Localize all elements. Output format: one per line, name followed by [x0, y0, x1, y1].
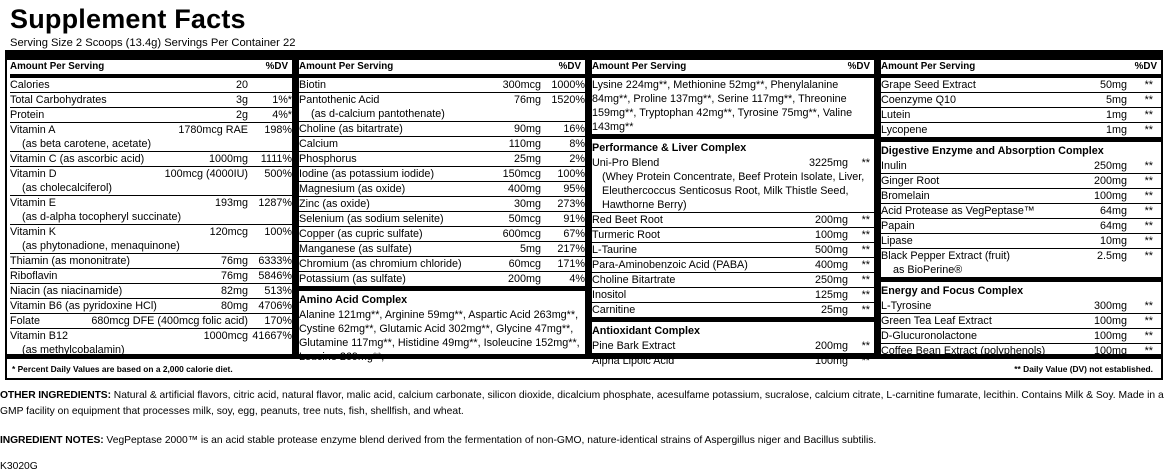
row-vitamin-b12: Vitamin B12 1000mcg 41667% — [10, 330, 292, 342]
row-iodine: Iodine (as potassium iodide) 150mcg 100% — [299, 168, 585, 180]
footnote-dv-not-established: ** Daily Value (DV) not established. — [1014, 364, 1153, 374]
row-zinc: Zinc (as oxide) 30mg 273% — [299, 198, 585, 210]
column-divider — [874, 60, 881, 358]
row-paba: Para-Aminobenzoic Acid (PABA) 400mg ** — [592, 258, 874, 273]
row-potassium: Potassium (as sulfate) 200mg 4% — [299, 272, 585, 291]
row-alpha-lipoic-acid: Alpha Lipoic Acid 100mg ** — [592, 355, 870, 367]
row-grape-seed-extract: Grape Seed Extract 50mg ** — [881, 78, 1161, 93]
row-uni-pro-blend: Uni-Pro Blend 3225mg ** — [592, 157, 870, 169]
amino-acid-complex-text: Alanine 121mg**, Arginine 59mg**, Aspartic Acid 263mg**, Cystine 62mg**, Glutamic Acid 302mg**, Glycine 47mg**, Glutamine 117mg**, Histidine 49mg**, Isoleucine 152mg**, Leucine 269mg**, — [299, 309, 580, 363]
footnote-percent-daily-values: * Percent Daily Values are based on a 2,000 calorie diet. — [12, 364, 233, 374]
column-divider — [585, 60, 592, 358]
column-divider — [292, 60, 299, 358]
row-manganese: Manganese (as sulfate) 5mg 217% — [299, 243, 585, 255]
row-vitamin-b6: Vitamin B6 (as pyridoxine HCl) 80mg 4706% — [10, 300, 292, 312]
row-niacin: Niacin (as niacinamide) 82mg 513% — [10, 285, 292, 297]
row-vitamin-d: Vitamin D 100mcg (4000IU) 500% — [10, 168, 292, 180]
top-rule — [7, 52, 1161, 60]
row-vitamin-k: Vitamin K 120mcg 100% — [10, 226, 292, 238]
row-lipase: Lipase 10mg ** — [881, 234, 1161, 249]
row-acid-protease: Acid Protease as VegPeptase™ 64mg ** — [881, 204, 1161, 219]
row-inositol: Inositol 125mg ** — [592, 288, 874, 303]
row-vitamin-a: Vitamin A 1780mcg RAE 198% — [10, 124, 292, 136]
row-vitamin-b12-sub: (as methylcobalamin) — [22, 344, 125, 356]
amino-acid-continued-text: Lysine 224mg**, Methionine 52mg**, Phenylalanine 84mg**, Proline 137mg**, Serine 117mg**, Threonine 159mg**, Tryptophan 42mg**, Tyrosine 75mg**, Valine 143mg** — [592, 78, 874, 139]
column-header: Amount Per Serving %DV — [299, 60, 585, 75]
row-pantothenic-acid-sub: (as d-calcium pantothenate) — [299, 107, 585, 122]
column-vitamins — [10, 60, 292, 358]
antioxidant-complex-heading: Antioxidant Complex — [592, 325, 700, 337]
other-ingredients-label: OTHER INGREDIENTS: — [0, 390, 111, 401]
row-copper: Copper (as cupric sulfate) 600mcg 67% — [299, 228, 585, 240]
row-phosphorus: Phosphorus 25mg 2% — [299, 153, 585, 165]
row-thiamin: Thiamin (as mononitrate) 76mg 6333% — [10, 255, 292, 267]
column-header: Amount Per Serving %DV — [592, 60, 874, 75]
row-lycopene: Lycopene 1mg ** — [881, 123, 1161, 142]
column-performance — [592, 60, 874, 367]
row-vitamin-e: Vitamin E 193mg 1287% — [10, 197, 292, 209]
row-ginger-root: Ginger Root 200mg ** — [881, 174, 1161, 189]
row-papain: Papain 64mg ** — [881, 219, 1161, 234]
row-turmeric-root: Turmeric Root 100mg ** — [592, 228, 874, 243]
row-l-taurine: L-Taurine 500mg ** — [592, 243, 874, 258]
row-carnitine: Carnitine 25mg ** — [592, 303, 874, 322]
other-ingredients-text: Natural & artificial flavors, citric acid, natural flavor, malic acid, calcium carbonate, silicon dioxide, dicalcium phosphate, acesulfame potassium, sucralose, calcium citrate, L-carnitine fumarate, lecithin. Contains Milk & Soy. Made in a GMP facility on equipment that processes milk, soy, egg, peanuts, tree nuts, fish, shellfish, and wheat. — [0, 390, 1164, 417]
row-selenium: Selenium (as sodium selenite) 50mcg 91% — [299, 213, 585, 225]
row-l-tyrosine: L-Tyrosine 300mg ** — [881, 299, 1161, 314]
product-code: K3020G — [0, 461, 38, 472]
row-black-pepper-extract: Black Pepper Extract (fruit) 2.5mg ** — [881, 250, 1153, 262]
row-vitamin-a-sub: (as beta carotene, acetate) — [10, 137, 292, 152]
row-coffee-bean-extract: Coffee Bean Extract (polyphenols) 100mg ** — [881, 345, 1153, 357]
row-choline-bitartrate: Choline Bitartrate 250mg ** — [592, 273, 874, 288]
column-header: Amount Per Serving %DV — [881, 60, 1161, 75]
digestive-enzyme-heading: Digestive Enzyme and Absorption Complex — [881, 145, 1104, 157]
row-pine-bark-extract: Pine Bark Extract 200mg ** — [592, 339, 874, 354]
row-total-carbohydrates: Total Carbohydrates 3g 1%* — [10, 94, 292, 106]
row-inulin: Inulin 250mg ** — [881, 159, 1161, 174]
row-calories: Calories 20 — [10, 78, 292, 93]
performance-liver-heading: Performance & Liver Complex — [592, 142, 747, 154]
energy-focus-heading: Energy and Focus Complex — [881, 285, 1024, 297]
supplement-facts-panel — [5, 50, 1163, 380]
row-pantothenic-acid: Pantothenic Acid 76mg 1520% — [299, 94, 585, 106]
row-protein: Protein 2g 4%* — [10, 109, 292, 121]
serving-info: Serving Size 2 Scoops (13.4g) Servings Per Container 22 — [10, 37, 296, 49]
row-biotin: Biotin 300mcg 1000% — [299, 79, 585, 91]
row-riboflavin: Riboflavin 76mg 5846% — [10, 270, 292, 282]
row-d-glucuronolactone: D-Glucuronolactone 100mg ** — [881, 329, 1161, 344]
row-calcium: Calcium 110mg 8% — [299, 138, 585, 150]
row-magnesium: Magnesium (as oxide) 400mg 95% — [299, 183, 585, 195]
footnotes — [7, 354, 1161, 378]
row-vitamin-k-sub: (as phytonadione, menaquinone) — [10, 239, 292, 254]
ingredient-notes — [0, 434, 1165, 448]
amino-acid-complex-heading: Amino Acid Complex — [299, 294, 408, 306]
uni-pro-blend-ingredients: (Whey Protein Concentrate, Beef Protein Isolate, Liver, Eleuthercoccus Senticosus Root, Milk Thistle Seed, Hawthorne Berry) — [592, 170, 874, 213]
row-coenzyme-q10: Coenzyme Q10 5mg ** — [881, 93, 1161, 108]
row-vitamin-e-sub: (as d-alpha tocopheryl succinate) — [10, 210, 292, 225]
panel-title: Supplement Facts — [10, 4, 246, 34]
ingredient-notes-label: INGREDIENT NOTES: — [0, 435, 104, 446]
row-green-tea-leaf-extract: Green Tea Leaf Extract 100mg ** — [881, 314, 1161, 329]
column-enzymes — [881, 60, 1161, 358]
row-black-pepper-extract-sub: as BioPerine® — [881, 263, 1161, 282]
row-bromelain: Bromelain 100mg ** — [881, 189, 1161, 204]
row-lutein: Lutein 1mg ** — [881, 108, 1161, 123]
ingredient-notes-text: VegPeptase 2000™ is an acid stable protease enzyme blend derived from the fermentation of non-GMO, nature-identical strains of Aspergillus niger and Bacillus subtilis. — [103, 435, 877, 446]
column-header: Amount Per Serving %DV — [10, 60, 292, 75]
row-red-beet-root: Red Beet Root 200mg ** — [592, 213, 874, 228]
row-vitamin-d-sub: (as cholecalciferol) — [10, 181, 292, 196]
column-minerals — [299, 60, 585, 363]
row-choline: Choline (as bitartrate) 90mg 16% — [299, 123, 585, 135]
other-ingredients — [0, 388, 1165, 419]
row-chromium: Chromium (as chromium chloride) 60mcg 171% — [299, 258, 585, 270]
row-folate: Folate 680mcg DFE (400mcg folic acid) 170% — [10, 315, 292, 327]
row-vitamin-c: Vitamin C (as ascorbic acid) 1000mg 1111% — [10, 153, 292, 165]
